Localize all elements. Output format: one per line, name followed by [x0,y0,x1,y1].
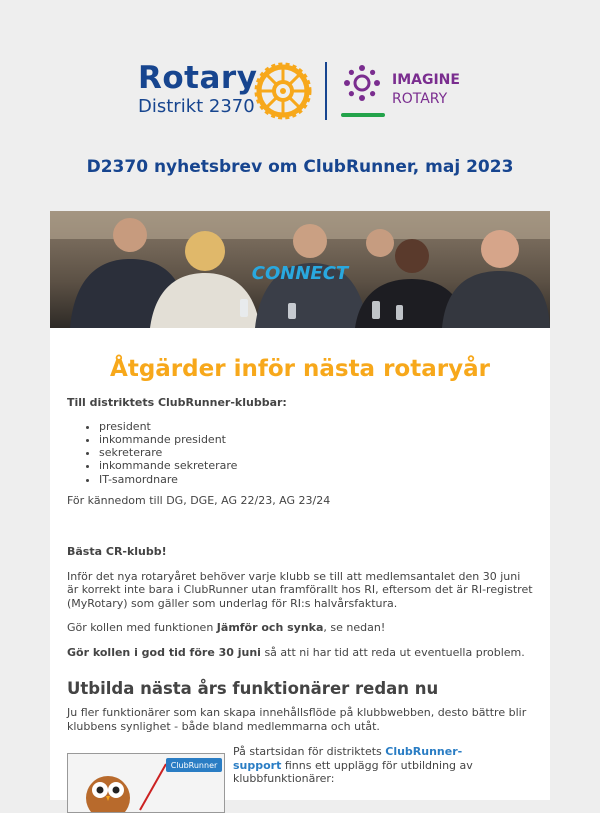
recipients-label: Till distriktets ClubRunner-klubbar: [67,396,287,409]
greeting: Bästa CR-klubb! [67,545,167,559]
district-name: Distrikt 2370 [138,96,255,117]
list-item: • IT-samordnare [99,473,533,486]
paragraph-compare-sync: Gör kollen med funktionen Jämför och synka, se nedan! [67,621,386,635]
paragraph-training: Ju fler funktionärer som kan skapa innehållsflöde på klubbwebben, desto bättre blir klubbens synlighet - både bland medlemmarna och utåt. [67,706,527,733]
thumbnail-badge: ClubRunner [170,761,218,771]
rotary-wheel-icon [254,62,312,120]
imagine-rotary-wordmark: ROTARY [392,91,448,107]
paragraph-membership: Inför det nya rotaryåret behöver varje klubb se till att medlemsantalet den 30 juni är korrekt inte bara i ClubRunner utan framförallt hos RI, eftersom det är RI-registret (MyRotary) som gäller som underlag för RI:s halvårsfaktura. [67,569,533,610]
rotary-wordmark: Rotary [138,60,258,96]
imagine-underline [341,113,385,117]
imagine-burst-icon [341,62,383,104]
cc-line: För kännedom till DG, DGE, AG 22/23, AG 23/24 [67,493,331,507]
support-row [67,745,533,813]
support-thumbnail[interactable] [67,753,225,813]
newsletter-header [0,0,600,145]
deadline-emphasis: Gör kollen i god tid före 30 juni [67,645,261,659]
list-item: • president [99,420,533,433]
imagine-wordmark: IMAGINE [392,72,460,88]
list-item: • sekreterare [99,446,533,459]
logo-divider [325,62,327,120]
banner-overlay-text: CONNECT [251,263,349,284]
list-item: • inkommande president [99,433,533,446]
paragraph-deadline: Gör kollen i god tid före 30 juni så att ni har tid att reda ut eventuella problem. [67,645,525,659]
article-card [50,328,550,800]
article-title: Åtgärder inför nästa rotaryår [110,356,490,382]
paragraph-support: På startsidan för distriktets ClubRunner-support finns ett upplägg för utbildning av klubbfunktionärer: [233,745,473,786]
connect-banner-image[interactable] [50,211,550,328]
newsletter-title: D2370 nyhetsbrev om ClubRunner, maj 2023 [86,157,514,177]
clubrunner-support-link[interactable]: ClubRunner-support [233,745,463,772]
compare-sync-emphasis: Jämför och synka [216,621,324,635]
list-item: • inkommande sekreterare [99,459,533,472]
rotary-logo[interactable] [138,62,257,117]
section-title-training: Utbilda nästa års funktionärer redan nu [67,679,439,699]
roles-list [67,420,533,486]
